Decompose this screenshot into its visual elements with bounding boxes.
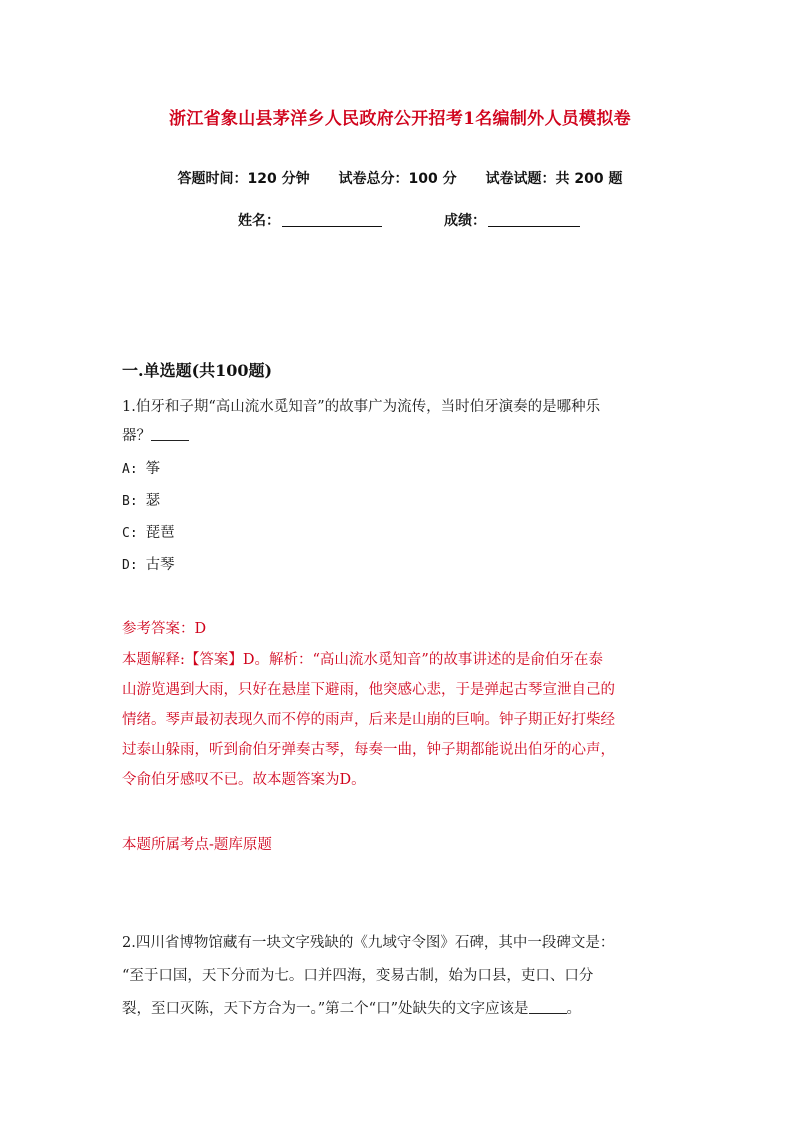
question-2 (122, 927, 682, 1026)
question-1 (122, 393, 682, 451)
score-label: 成绩： (444, 213, 486, 229)
page-title: 浙江省象山县茅洋乡人民政府公开招考1名编制外人员模拟卷 (169, 109, 631, 129)
answer-blank (529, 1001, 567, 1014)
question-1-line-2 (122, 422, 682, 451)
score-field (444, 210, 580, 230)
question-1-line-1: 1.伯牙和子期“高山流水觅知音”的故事广为流传，当时伯牙演奏的是哪种乐 (122, 399, 601, 415)
option-d-text: 古琴 (145, 557, 175, 573)
question-2-line-2: “至于口国，天下分而为七。口并四海，变易古制，始为口县，吏口、口分 (122, 968, 594, 984)
score-blank[interactable] (488, 212, 580, 227)
option-d-letter: D: (122, 558, 138, 573)
option-a-text: 筝 (145, 461, 161, 477)
name-blank[interactable] (282, 212, 382, 227)
option-b-text: 瑟 (145, 493, 161, 509)
option-a[interactable] (122, 457, 160, 478)
explanation (122, 645, 682, 795)
exam-total-score: 试卷总分：100 分 (338, 171, 457, 187)
question-2-line-3-end: 。 (566, 1001, 581, 1017)
answer-blank (151, 428, 189, 441)
option-b-letter: B: (122, 494, 138, 509)
name-label: 姓名： (238, 213, 280, 229)
option-c[interactable] (122, 521, 175, 542)
option-c-letter: C: (122, 526, 138, 541)
option-a-letter: A: (122, 462, 138, 477)
question-2-line-3 (122, 993, 682, 1026)
explanation-line: 山游览遇到大雨，只好在悬崖下避雨，他突感心悲，于是弹起古琴宣泄自己的 (122, 682, 615, 698)
explanation-line: 过泰山躲雨，听到俞伯牙弹奏古琴，每奏一曲，钟子期都能说出伯牙的心声， (122, 742, 615, 758)
question-1-line-2-text: 器？ (122, 428, 151, 444)
section-heading: 一.单选题(共100题) (122, 361, 273, 380)
explanation-line: 令俞伯牙感叹不已。故本题答案为D。 (122, 772, 366, 788)
option-d[interactable] (122, 553, 175, 574)
reference-answer: 参考答案：D (122, 621, 207, 637)
question-source: 本题所属考点-题库原题 (122, 837, 272, 853)
question-2-line-1: 2.四川省博物馆藏有一块文字残缺的《九域守令图》石碑，其中一段碑文是： (122, 935, 615, 951)
name-field (238, 210, 382, 230)
explanation-line: 情绪。琴声最初表现久而不停的雨声，后来是山崩的巨响。钟子期正好打柴经 (122, 712, 615, 728)
option-b[interactable] (122, 489, 160, 510)
exam-question-count: 试卷试题：共 200 题 (485, 171, 623, 187)
question-2-line-3-text: 裂，至口灭陈，天下方合为一。”第二个“口”处缺失的文字应该是 (122, 1001, 529, 1017)
exam-meta (0, 168, 800, 188)
explanation-line: 本题解释:【答案】D。解析：“高山流水觅知音”的故事讲述的是俞伯牙在泰 (122, 652, 603, 668)
exam-time: 答题时间：120 分钟 (177, 171, 310, 187)
option-c-text: 琵琶 (145, 525, 175, 541)
